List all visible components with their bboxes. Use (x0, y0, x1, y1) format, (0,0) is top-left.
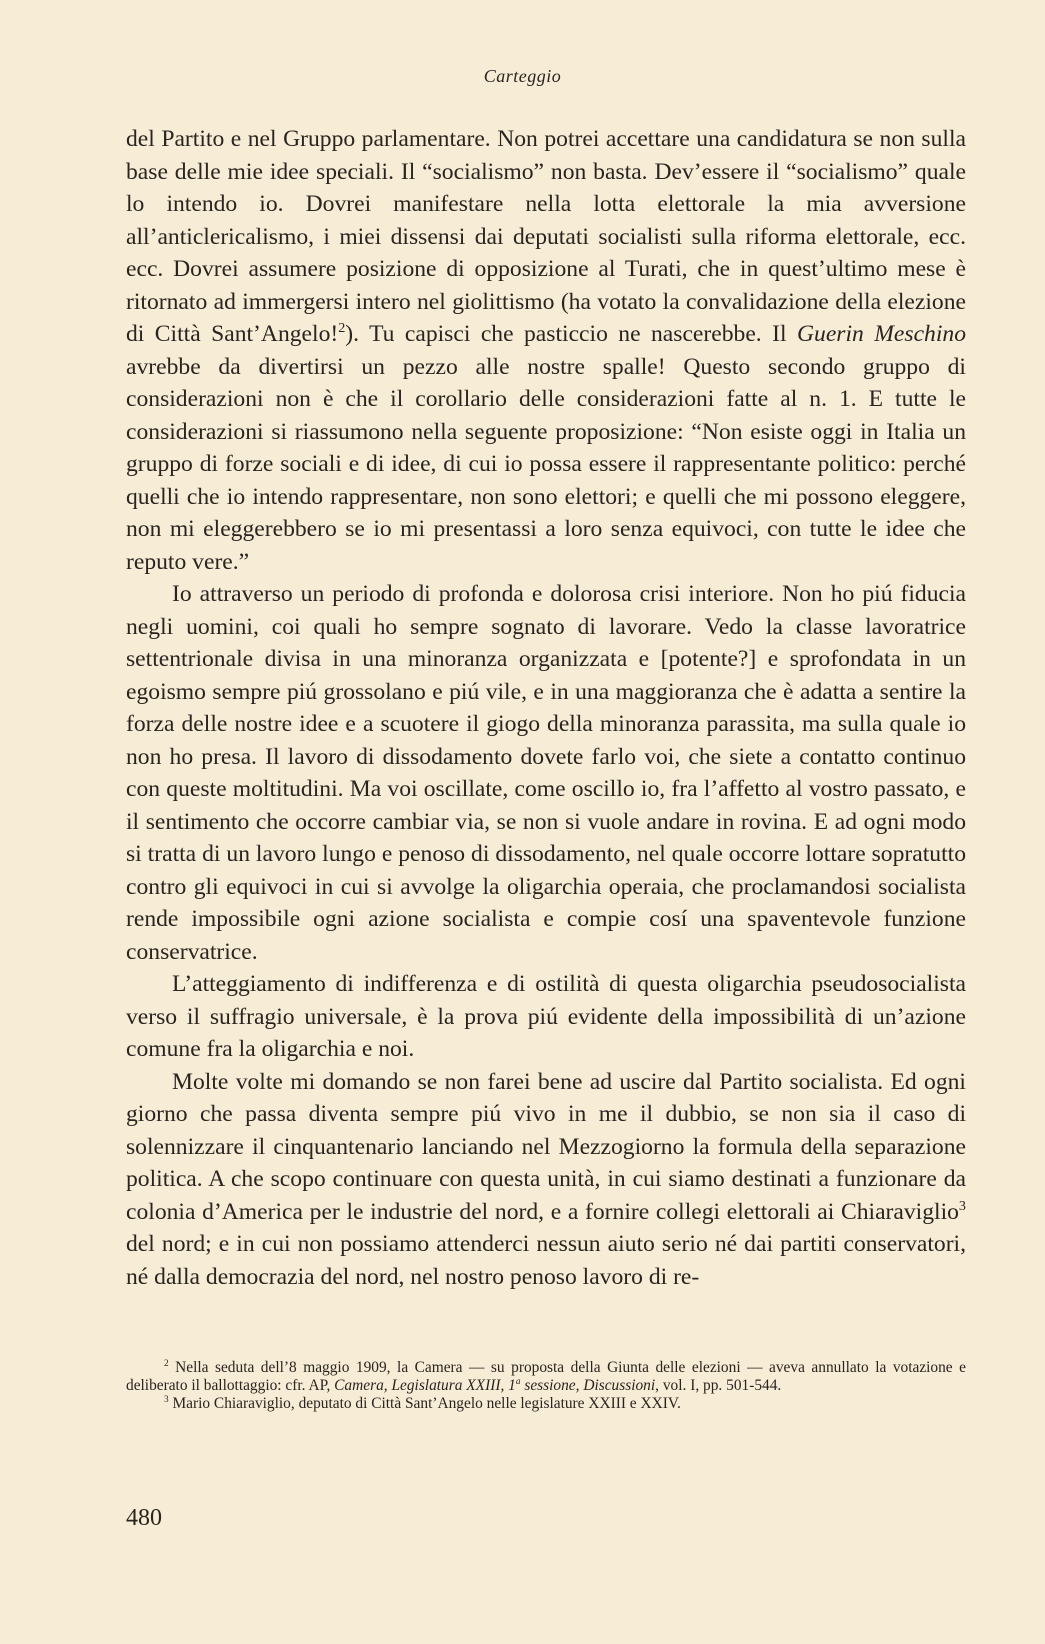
paragraph-1: del Partito e nel Gruppo parlamentare. Non potrei accettare una candidatura se non sulla base delle mie idee speciali. Il “socialismo” non basta. Dev’essere il “socialismo” quale lo intendo io. Dovrei manifestare nella lotta elettorale la mia avversione all’anticlericalismo, i miei dissensi dai deputati socialisti sulla riforma elettorale, ecc. ecc. Dovrei assumere posizione di opposizione al Turati, che in quest’ultimo mese è ritornato ad immergersi intero nel giolittismo (ha votato la convalidazione della elezione di Città Sant’Angelo!$^2$). Tu capisci che pasticcio ne nascerebbe. Il Guerin Meschino avrebbe da divertirsi un pezzo alle nostre spalle! Questo secondo gruppo di considerazioni non è che il corollario delle considerazioni fatte al n. 1. E tutte le considerazioni si riassumono nella seguente proposizione: “Non esiste oggi in Italia un gruppo di forze sociali e di idee, di cui io possa essere il rappresentante politico: perché quelli che io intendo rappresentare, non sono elettori; e quelli che mi possono eleggere, non mi eleggerebbero se io mi presentassi a loro senza equivoci, con tutte le idee che reputo vere.” (126, 126, 966, 575)
footnote-2: $^2$ Nella seduta dell’8 maggio 1909, la Camera — su proposta della Giunta delle elezioni — aveva annullato la votazione e deliberato il ballottaggio: cfr. AP, Camera, Legislatura XXIII, 1$^a$ sessione, Discussioni, vol. I, pp. 501-544. (126, 1357, 966, 1394)
footnote-3: $^3$ Mario Chiaraviglio, deputato di Città Sant’Angelo nelle legislature XXIII e XXIV. (164, 1393, 681, 1412)
footnote-ref-2: 2 (338, 320, 346, 337)
running-header: Carteggio (483, 66, 562, 86)
paragraph-3: L’atteggiamento di indifferenza e di ostilità di questa oligarchia pseudosocialista verso il suffragio universale, è la prova piú evidente della impossibilità di un’azione comune fra la oligarchia e noi. (126, 971, 966, 1062)
footnote-ref-3: 3 (958, 1197, 966, 1214)
paragraph-4: Molte volte mi domando se non farei bene ad uscire dal Partito socialista. Ed ogni giorno che passa diventa sempre piú vivo in me il dubbio, se non sia il caso di solennizzare il cinquantenario lanciando nel Mezzogiorno la formula della separazione politica. A che scopo continuare con questa unità, in cui siamo destinati a funzionare da colonia d’America per le industrie del nord, e a fornire collegi elettorali ai Chiaraviglio$^3$ del nord; e in cui non possiamo attenderci nessun aiuto serio né dai partiti conservatori, né dalla democrazia del nord, nel nostro penoso lavoro di re- (126, 1068, 966, 1290)
paragraph-2: Io attraverso un periodo di profonda e dolorosa crisi interiore. Non ho piú fiducia negli uomini, coi quali ho sempre sognato di lavorare. Vedo la classe lavoratrice settentrionale divisa in una minoranza organizzata e [potente?] e sprofondata in un egoismo sempre piú grossolano e piú vile, e in una maggioranza che è adatta a sentire la forza delle nostre idee e a scuotere il giogo della minoranza parassita, ma sulla quale io non ho presa. Il lavoro di dissodamento dovete farlo voi, che siete a contatto continuo con queste moltitudini. Ma voi oscillate, come oscillo io, fra l’affetto al vostro passato, e il sentimento che occorre cambiar via, se non si vuole andare in rovina. E ad ogni modo si tratta di un lavoro lungo e penoso di dissodamento, nel quale occorre lottare sopratutto contro gli equivoci in cui si avvolge la oligarchia operaia, che proclamandosi socialista rende impossibile ogni azione socialista e compie cosí una spaventevole funzione conservatrice. (126, 581, 966, 965)
main-text (126, 123, 966, 1293)
footnotes (126, 1359, 966, 1413)
page-number: 480 (126, 1505, 162, 1531)
journal-title: Guerin Meschino (796, 321, 966, 347)
